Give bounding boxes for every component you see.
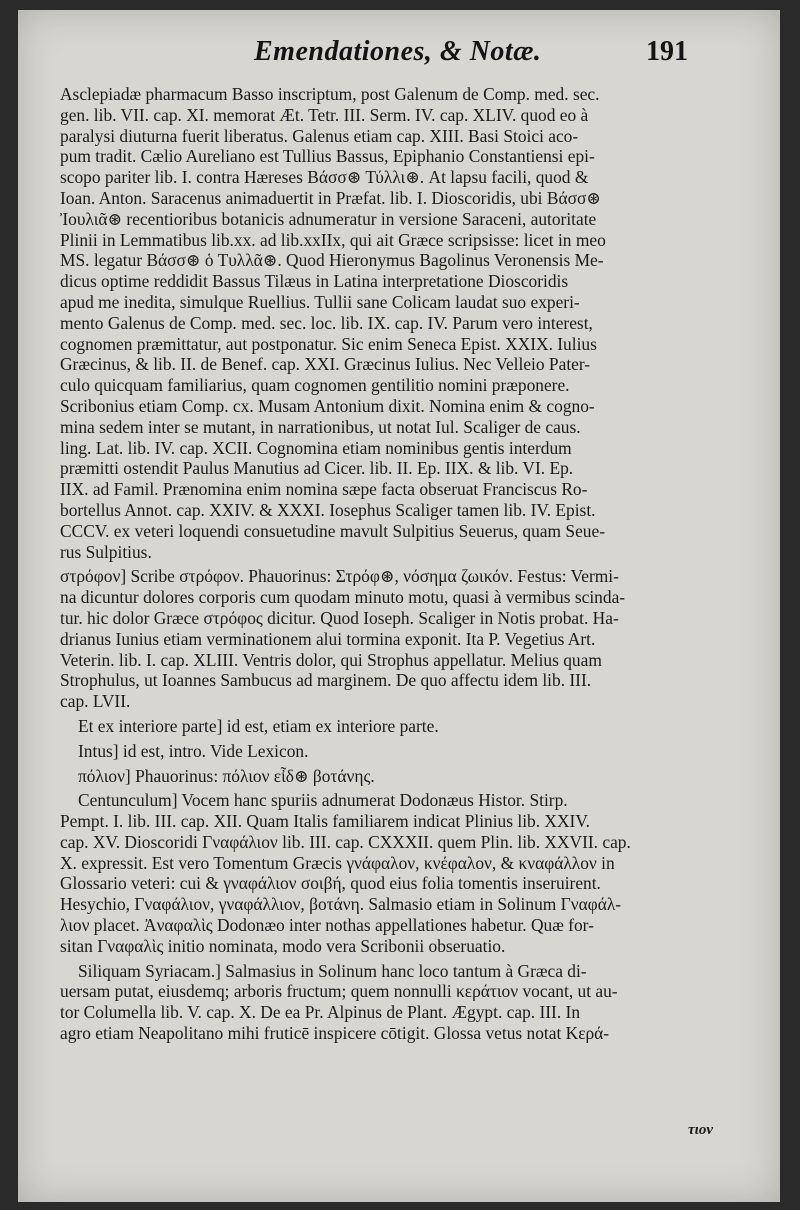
paragraph — [60, 766, 740, 787]
text-line: Siliquam Syriacam.] Salmasius in Solinum hanc loco tantum à Græca di- — [78, 960, 587, 981]
text-line: cognomen præmittatur, aut postponatur. Sic enim Seneca Epist. XXIX. Iulius — [60, 333, 597, 354]
text-line: scopo pariter lib. I. contra Hæreses Βάσσ⊛ Τύλλι⊛. At lapsu facili, quod & — [60, 167, 589, 188]
text-line: na dicuntur dolores corporis cum quodam minuto motu, quasi à vermibus scinda- — [60, 587, 626, 608]
text-line: IIX. ad Famil. Prænomina enim nomina sæpe facta obseruat Franciscus Ro- — [60, 479, 588, 500]
text-line: Ἰουλιᾶ⊛ recentioribus botanicis adnumeratur in versione Saraceni, autoritate — [60, 208, 597, 229]
text-line: Et ex interiore parte] id est, etiam ex interiore parte. — [78, 715, 439, 736]
text-line: apud me inedita, simulque Ruellius. Tullii sane Colicam laudat suo experi- — [60, 291, 580, 312]
text-line: mento Galenus de Comp. med. sec. loc. lib. IX. cap. IV. Parum vero interest, — [60, 312, 593, 333]
text-line: drianus Iunius etiam verminationem alui tormina exponit. Ita P. Vegetius Art. — [60, 628, 596, 649]
text-line: Centunculum] Vocem hanc spuriis adnumerat Dodonæus Histor. Stirp. — [78, 790, 568, 811]
text-line: uersam putat, eiusdemq; arboris fructum; quem nonnulli κεράτιον vocant, ut au- — [60, 981, 618, 1002]
text-line: paralysi diuturna fuerit liberatus. Galenus etiam cap. XIII. Basi Stoici aco- — [60, 125, 579, 146]
text-line: culo quicquam familiarius, quam cognomen gentilitio nomini præponere. — [60, 375, 570, 396]
text-line: bortellus Annot. cap. XXIV. & XXXI. Iosephus Scaliger tamen lib. IV. Epist. — [60, 499, 596, 520]
text-line: πόλιον] Phauorinus: πόλιον εἶδ⊛ βοτάνης. — [78, 765, 375, 786]
catchword: τιον — [688, 1122, 713, 1138]
text-line: dicus optime reddidit Bassus Tilæus in Latina interpretatione Dioscoridis — [60, 271, 569, 292]
text-line: Ioan. Anton. Saracenus animaduertit in Præfat. lib. I. Dioscoridis, ubi Βάσσ⊛ — [60, 187, 601, 208]
text-line: gen. lib. VII. cap. XI. memorat Æt. Tetr. III. Serm. IV. cap. XLIV. quod eo à — [60, 104, 589, 125]
text-line: Strophulus, ut Ioannes Sambucus ad marginem. De quo affectu idem lib. III. — [60, 670, 592, 691]
main-text — [60, 84, 740, 1044]
text-line: X. expressit. Est vero Tomentum Græcis γνάφαλον, κνέφαλον, & κναφάλλον in — [60, 852, 615, 873]
text-line: Scribonius etiam Comp. cx. Musam Antonium dixit. Nomina enim & cogno- — [60, 395, 595, 416]
text-line: sitan Γναφαλὶς initio nominata, modo vera Scribonii obseruatio. — [60, 935, 506, 956]
text-line: pum tradit. Cælio Aureliano est Tullius Bassus, Epiphanio Constantiensi epi- — [60, 146, 595, 167]
text-line: mina sedem inter se mutant, in narrationibus, ut notat Iul. Scaliger de caus. — [60, 416, 581, 437]
paragraph — [60, 961, 740, 1044]
text-line: agro etiam Neapolitano mihi fruticē inspicere cōtigit. Glossa vetus notat Κερά- — [60, 1023, 610, 1044]
book-page — [18, 10, 780, 1202]
text-line: Intus] id est, intro. Vide Lexicon. — [78, 740, 309, 761]
text-line: MS. legatur Βάσσ⊛ ὁ Τυλλᾶ⊛. Quod Hieronymus Bagolinus Veronensis Me- — [60, 250, 604, 271]
text-line: rus Sulpitius. — [60, 541, 152, 562]
text-line: præmitti ostendit Paulus Manutius ad Cicer. lib. II. Ep. IIX. & lib. VI. Ep. — [60, 458, 574, 479]
text-line: Veterin. lib. I. cap. XLIII. Ventris dolor, qui Strophus appellatur. Melius quam — [60, 649, 602, 670]
running-title: Emendationes, & Notæ. — [254, 36, 542, 67]
page-number: 191 — [646, 36, 688, 67]
text-line: Plinii in Lemmatibus lib.xx. ad lib.xxIIx, qui ait Græce scripsisse: licet in meo — [60, 229, 606, 250]
text-line: στρόφον] Scribe στρόφον. Phauorinus: Στρόφ⊛, νόσημα ζωικόν. Festus: Vermi- — [60, 566, 619, 587]
text-line: cap. XV. Dioscoridi Γναφάλιον lib. III. cap. CXXXII. quem Plin. lib. XXVII. cap. — [60, 831, 631, 852]
paragraph — [60, 741, 740, 762]
text-line: Hesychio, Γναφάλιον, γναφάλλιον, βοτάνη. Salmasio etiam in Solinum Γναφάλ- — [60, 894, 622, 915]
paragraph — [60, 84, 740, 562]
text-line: Græcinus, & lib. II. de Benef. cap. XXI. Græcinus Iulius. Nec Velleio Pater- — [60, 354, 591, 375]
text-line: Glossario veteri: cui & γναφάλιον σοιβή, quod eius folia tomentis inseruirent. — [60, 873, 601, 894]
paragraph — [60, 716, 740, 737]
text-line: cap. LVII. — [60, 691, 131, 712]
text-line: ling. Lat. lib. IV. cap. XCII. Cognomina etiam nominibus gentis interdum — [60, 437, 572, 458]
text-line: Pempt. I. lib. III. cap. XII. Quam Italis familiarem indicat Plinius lib. XXIV. — [60, 811, 590, 832]
text-line: λιον placet. Ἀναφαλὶς Dodonæo inter nothas appellationes habetur. Quæ for- — [60, 915, 594, 936]
text-line: tur. hic dolor Græce στρόφος dicitur. Quod Ioseph. Scaliger in Notis probat. Ha- — [60, 607, 619, 628]
page-header — [18, 36, 780, 76]
text-line: CCCV. ex veteri loquendi consuetudine mavult Sulpitius Seuerus, quam Seue- — [60, 520, 606, 541]
text-line: tor Columella lib. V. cap. X. De ea Pr. Alpinus de Plant. Ægypt. cap. III. In — [60, 1002, 581, 1023]
paragraph — [60, 790, 740, 956]
text-line: Asclepiadæ pharmacum Basso inscriptum, post Galenum de Comp. med. sec. — [60, 84, 600, 104]
paragraph — [60, 566, 740, 712]
